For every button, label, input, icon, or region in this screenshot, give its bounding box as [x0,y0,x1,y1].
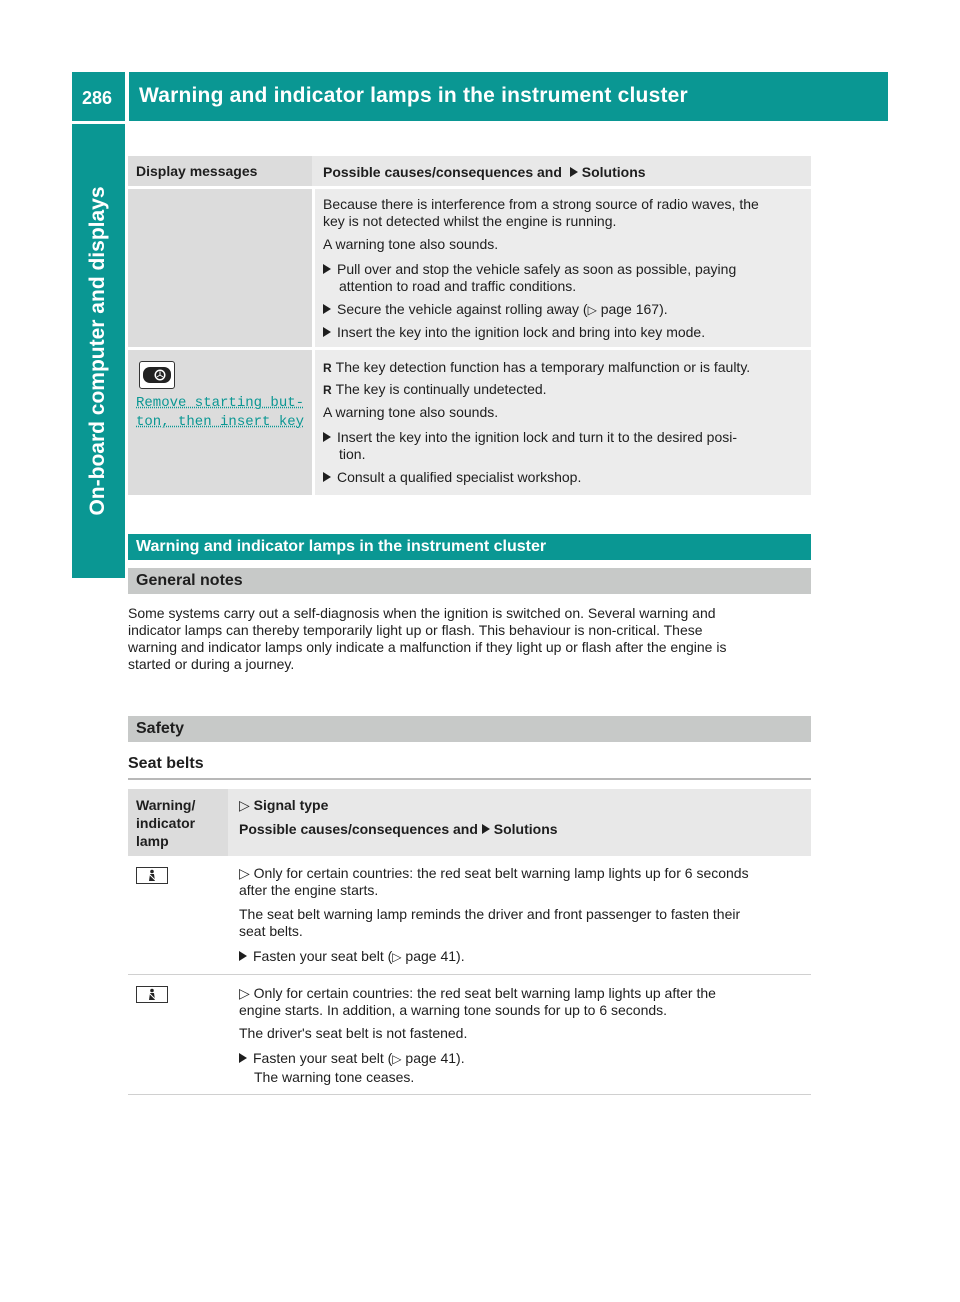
arrow-icon [239,1053,247,1063]
arrow-icon [482,824,490,834]
instruction-step: Pull over and stop the vehicle safely as soon as possible, paying [323,261,736,278]
arrow-icon [239,951,247,961]
page-header [129,72,888,121]
bullet-icon: R [323,383,332,397]
signal-type-icon: ▷ [239,797,250,813]
signal-type-icon: ▷ [239,985,250,1001]
page-title: Warning and indicator lamps in the instrument cluster [139,84,688,107]
arrow-icon [323,304,331,314]
arrow-icon [323,432,331,442]
arrow-icon [323,327,331,337]
section-heading: Warning and indicator lamps in the instrument cluster [128,534,811,560]
instruction-step: Fasten your seat belt (▷ page 41). [239,1050,465,1068]
subheading: Seat belts [128,755,204,772]
table1-col1-header: Display messages [136,163,258,179]
table2-col1-header: Warning/ [136,797,196,813]
subsection-heading: General notes [128,568,811,594]
arrow-icon [323,472,331,482]
page-ref-icon: ▷ [392,950,402,964]
instruction-step: Insert the key into the ignition lock and turn it to the desired posi‐ [323,429,737,446]
page-number-box [72,72,125,121]
seat-belt-icon [136,867,168,884]
instruction-step: Consult a qualified specialist workshop. [323,469,581,486]
page-ref-link[interactable]: page 167). [600,301,668,317]
subsection-heading: Safety [128,716,811,742]
table1-row1-left [128,189,312,347]
seat-belt-icon [136,986,168,1003]
page-ref-link[interactable]: page 41). [405,1050,465,1066]
page-ref-link[interactable]: page 41). [405,948,465,964]
side-tab [72,124,125,578]
display-message: Remove starting but‐ [136,395,305,411]
page-ref-icon: ▷ [392,1052,402,1066]
table2-col2-header: ▷ Signal type [239,797,329,813]
side-tab-label: On-board computer and displays [86,186,109,516]
arrow-icon [323,264,331,274]
instruction-step: Secure the vehicle against rolling away (▷ page 167). [323,301,668,319]
instruction-step: Fasten your seat belt (▷ page 41). [239,948,465,966]
instruction-step: Insert the key into the ignition lock and bring into key mode. [323,324,705,341]
page-ref-icon: ▷ [587,303,597,317]
page-number: 286 [82,88,113,108]
table1-col2-header: Possible causes/consequences and Solutions [323,164,646,180]
display-message: ton, then insert key [136,414,305,430]
arrow-icon [570,167,578,177]
signal-type-icon: ▷ [239,865,250,881]
key-icon [139,361,175,389]
bullet-icon: R [323,361,332,375]
